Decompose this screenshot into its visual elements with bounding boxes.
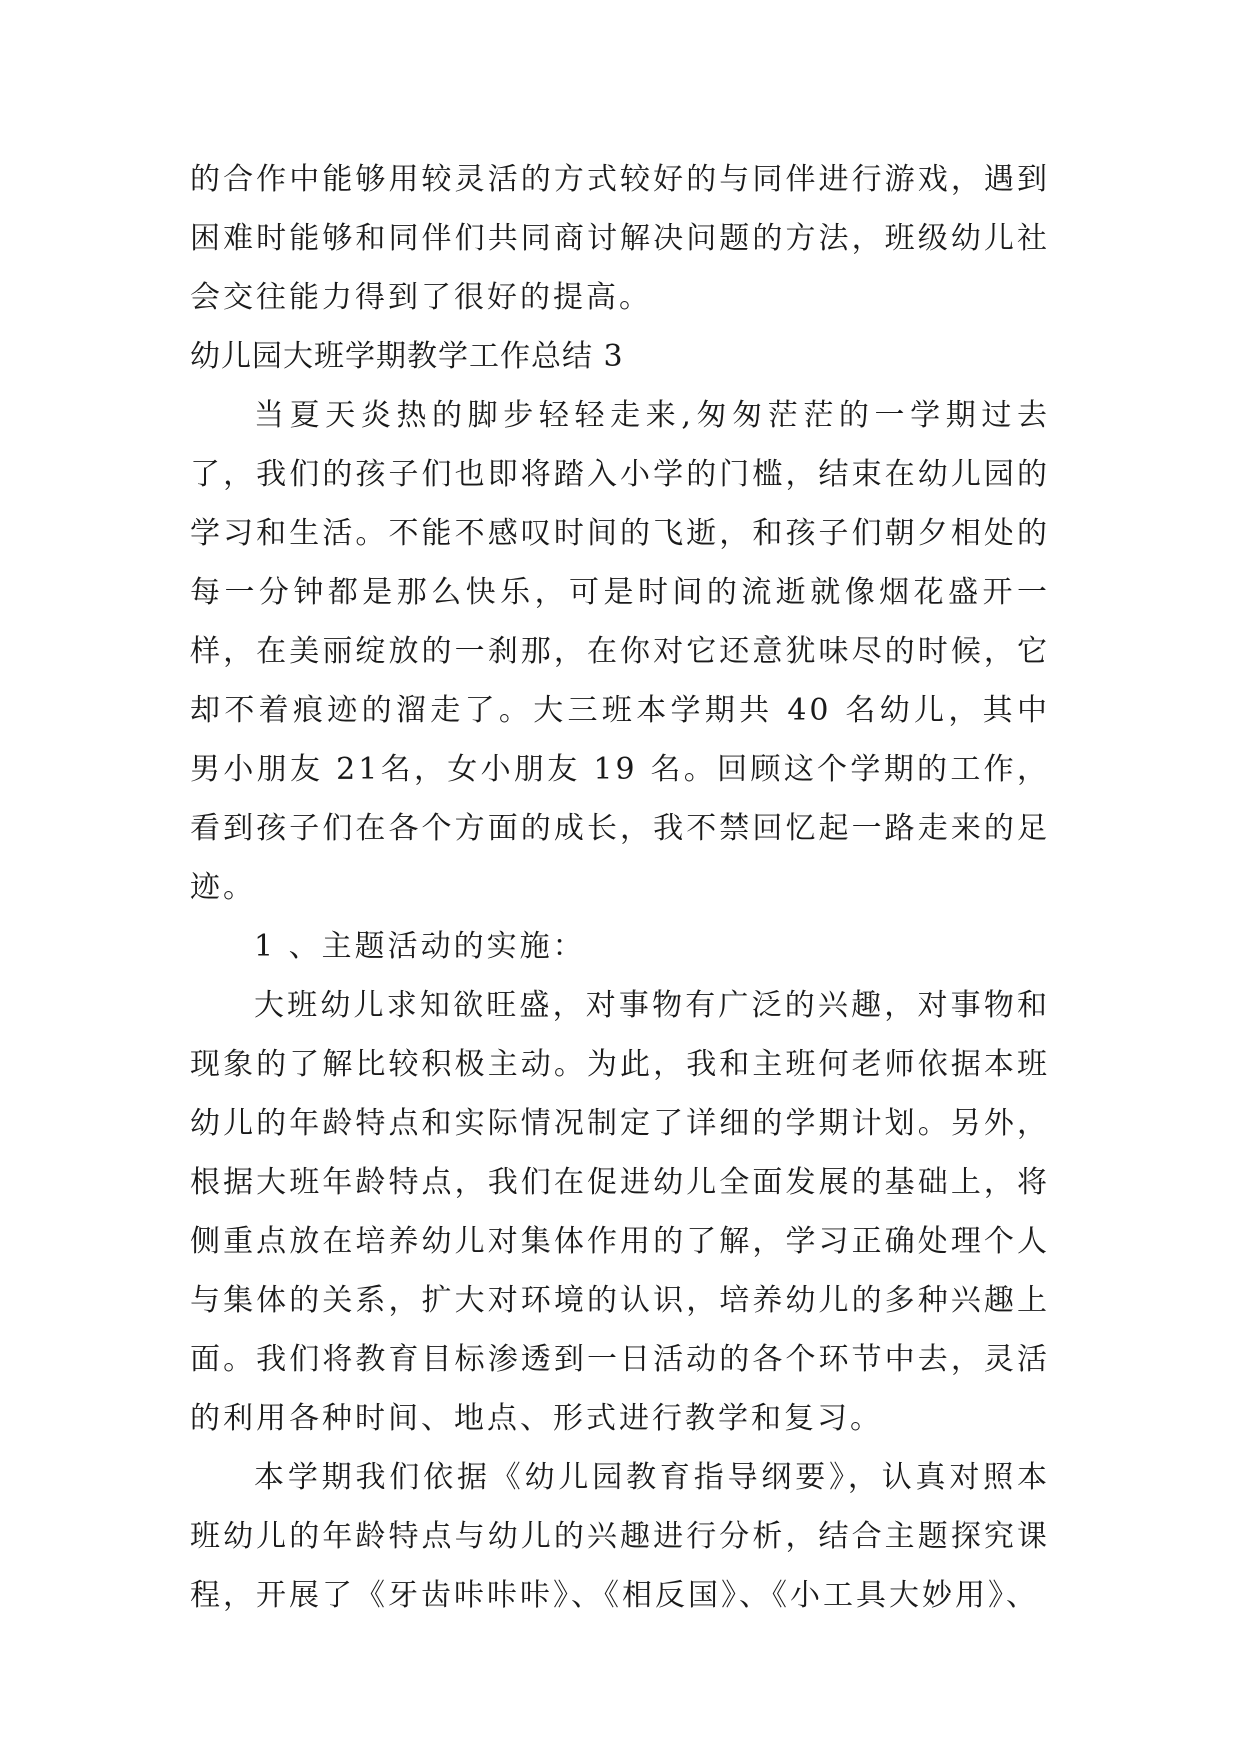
paragraph-theme-activities: 大班幼儿求知欲旺盛，对事物有广泛的兴趣，对事物和现象的了解比较积极主动。为此，我和主班何老师依据本班幼儿的年龄特点和实际情况制定了详细的学期计划。另外，根据大班年龄特点，我们在促进幼儿全面发展的基础上，将侧重点放在培养幼儿对集体作用的了解，学习正确处理个人与集体的关系，扩大对环境的认识，培养幼儿的多种兴趣上面。我们将教育目标渗透到一日活动的各个环节中去，灵活的利用各种时间、地点、形式进行教学和复习。: [190, 988, 1050, 1436]
subheading-theme-activities: 1 、主题活动的实施：: [254, 929, 586, 964]
paragraph-curriculum: 本学期我们依据《幼儿园教育指导纲要》，认真对照本班幼儿的年龄特点与幼儿的兴趣进行分析，结合主题探究课程，开展了《牙齿咔咔咔》、《相反国》、《小工具大妙用》、: [190, 1460, 1050, 1613]
paragraph-continued: 的合作中能够用较灵活的方式较好的与同伴进行游戏，遇到困难时能够和同伴们共同商讨解决问题的方法，班级幼儿社会交往能力得到了很好的提高。: [190, 162, 1050, 315]
paragraph-intro: 当夏天炎热的脚步轻轻走来,匆匆茫茫的一学期过去了，我们的孩子们也即将踏入小学的门槛，结束在幼儿园的学习和生活。不能不感叹时间的飞逝，和孩子们朝夕相处的每一分钟都是那么快乐，可是时间的流逝就像烟花盛开一样，在美丽绽放的一刹那，在你对它还意犹味尽的时候，它却不着痕迹的溜走了。大三班本学期共 40 名幼儿，其中男小朋友 21名，女小朋友 19 名。回顾这个学期的工作，看到孩子们在各个方面的成长，我不禁回忆起一路走来的足迹。: [190, 398, 1050, 905]
document-body: [190, 150, 1050, 1625]
section-title: 幼儿园大班学期教学工作总结 3: [190, 339, 624, 374]
